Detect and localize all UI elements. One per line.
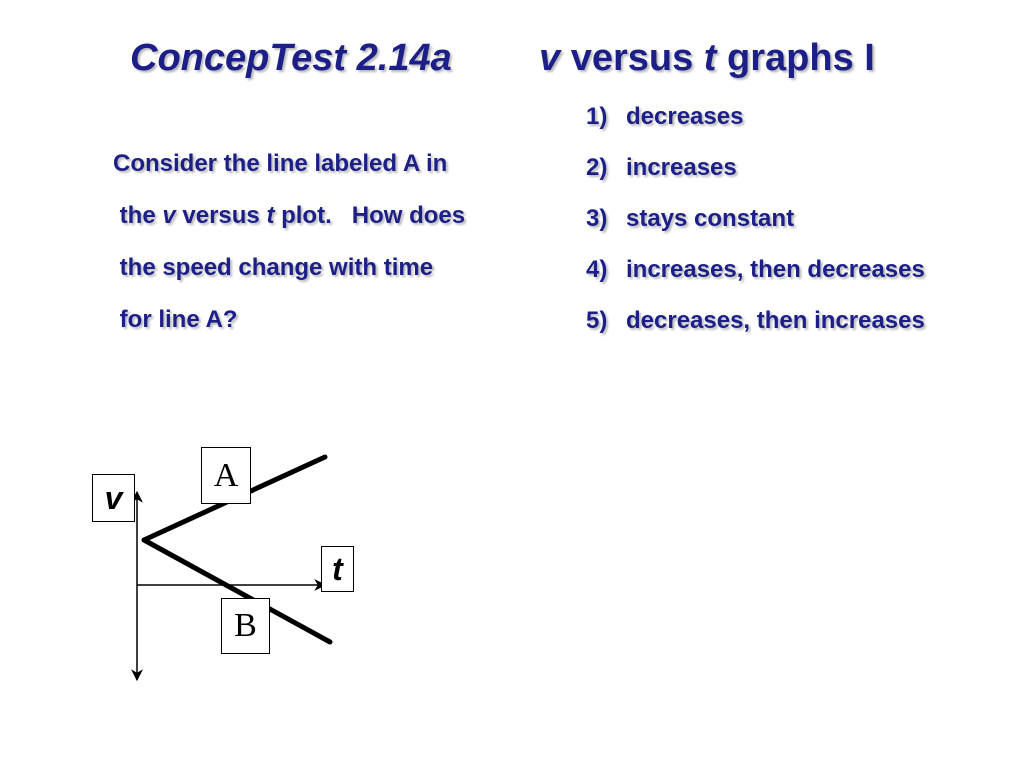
- question-line-3: the speed change with time: [113, 254, 434, 281]
- title-versus: versus: [560, 37, 704, 79]
- option-number: 3): [586, 205, 608, 232]
- title-rest: graphs I: [716, 37, 875, 79]
- question-var-v: v: [162, 202, 176, 229]
- option-text: increases, then decreases: [626, 256, 925, 283]
- option-number: 2): [586, 154, 608, 181]
- title-var-v: v: [539, 37, 561, 79]
- option-number: 5): [586, 307, 608, 334]
- option-text: increases: [626, 154, 737, 181]
- line-b-label: B: [221, 598, 270, 654]
- option-number: 4): [586, 256, 608, 283]
- question-line-2-mid: versus: [175, 202, 267, 229]
- question-line-4: for line A?: [113, 306, 238, 333]
- title-conceptest-number: ConcepTest 2.14a: [130, 37, 452, 79]
- question-line-1: Consider the line labeled A in: [113, 150, 448, 177]
- title-var-t: t: [703, 37, 717, 79]
- v-axis-label: v: [92, 474, 135, 522]
- option-text: decreases: [626, 103, 744, 130]
- option-number: 1): [586, 103, 608, 130]
- question-line-2-post: plot. How does: [274, 202, 466, 229]
- option-text: decreases, then increases: [626, 307, 925, 334]
- question-line-2-pre: the: [113, 202, 163, 229]
- t-axis-label: t: [321, 546, 354, 592]
- line-a-label: A: [201, 447, 251, 504]
- question-var-t: t: [266, 202, 275, 229]
- option-text: stays constant: [626, 205, 795, 232]
